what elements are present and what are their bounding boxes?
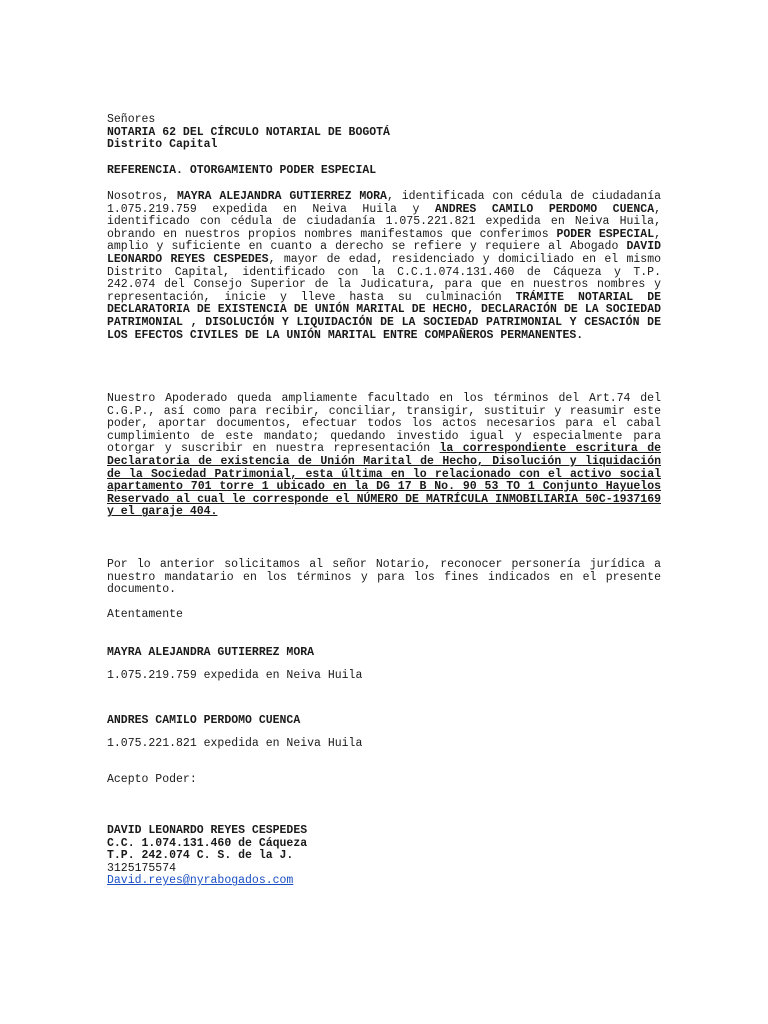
attorney-name-inline: DAVID LEONARDO REYES CESPEDES — [107, 240, 661, 266]
paragraph-grant: Nosotros, MAYRA ALEJANDRA GUTIERREZ MORA, identificada con cédula de ciudadanía 1.075.219.759 expedida en Neiva Huila y ANDRES CAMILO PERDOMO CUENCA, identificado con cédula de ciudadanía 1.075.221.821 expedida en Neiva Huila, obrando en nuestros propios nombres manifestamos que conferimos PODER ESPECIAL, amplio y suficiente en cuanto a derecho se refiere y requiere al Abogado DAVID LEONARDO REYES CESPEDES, mayor de edad, residenciado y domiciliado en el mismo Distrito Capital, identificado con la C.C.1.074.131.460 de Cáqueza y T.P. 242.074 del Consejo Superior de la Judicatura, para que en nuestros nombres y representación, inicie y lleve hasta su culminación TRÁMITE NOTARIAL DE DECLARATORIA DE EXISTENCIA DE UNIÓN MARITAL DE HECHO, DECLARACIÓN DE LA SOCIEDAD PATRIMONIAL , DISOLUCIÓN Y LIQUIDACIÓN DE LA SOCIEDAD PATRIMONIAL Y CESACIÓN DE LOS EFECTOS CIVILES DE LA UNIÓN MARITAL ENTRE COMPAÑEROS PERMANENTES. — [107, 190, 662, 342]
attorney-tp: T.P. 242.074 C. S. de la J. — [107, 849, 294, 863]
addressee-block — [107, 114, 661, 152]
notary-name: NOTARIA 62 DEL CÍRCULO NOTARIAL DE BOGOTÁ — [107, 125, 390, 139]
procedure-description: TRÁMITE NOTARIAL DE DECLARATORIA DE EXISTENCIA DE UNIÓN MARITAL DE HECHO, DECLARACIÓN DE LA SOCIEDAD PATRIMONIAL , DISOLUCIÓN Y LIQUIDACIÓN DE LA SOCIEDAD PATRIMONIAL Y CESACIÓN DE LOS EFECTOS CIVILES DE LA UNIÓN MARITAL ENTRE COMPAÑEROS PERMANENTES. — [107, 290, 662, 342]
signer-1-id: 1.075.219.759 expedida en Neiva Huila — [107, 669, 363, 682]
closing: Atentamente — [107, 608, 183, 621]
deed-description: la correspondiente escritura de Declaratoria de existencia de Unión Marital de Hecho, Disolución y liquidación de la Sociedad Patrimonial, esta última en lo relacionado con el activo social apartamento 701 torre 1 ubicado en la DG 17 B No. 90 53 TO 1 Conjunto Hayuelos Reservado al cual le corresponde el NÚMERO DE MATRÍCULA INMOBILIARIA 50C-1937169 y el garaje 404. — [107, 442, 662, 519]
attorney-name: DAVID LEONARDO REYES CESPEDES — [107, 824, 308, 837]
grantor-2-name: ANDRES CAMILO PERDOMO CUENCA — [434, 202, 655, 216]
reference-line: REFERENCIA. OTORGAMIENTO PODER ESPECIAL — [107, 164, 377, 177]
paragraph-request: Por lo anterior solicitamos al señor Notario, reconocer personería jurídica a nuestro mandatario en los términos y para los fines indicados en el presente documento. — [107, 558, 661, 597]
grantor-1-name: MAYRA ALEJANDRA GUTIERREZ MORA — [177, 190, 387, 203]
signer-2-name: ANDRES CAMILO PERDOMO CUENCA — [107, 714, 301, 727]
accept-label: Acepto Poder: — [107, 773, 197, 786]
attorney-phone: 3125175574 — [107, 861, 177, 875]
attorney-block — [107, 825, 661, 888]
attorney-email-link[interactable]: David.reyes@nyrabogados.com — [107, 874, 294, 888]
signer-1-name: MAYRA ALEJANDRA GUTIERREZ MORA — [107, 646, 315, 659]
district: Distrito Capital — [107, 138, 218, 152]
salutation: Señores — [107, 113, 156, 126]
attorney-cc: C.C. 1.074.131.460 de Cáqueza — [107, 836, 308, 850]
paragraph-faculties: Nuestro Apoderado queda ampliamente facultado en los términos del Art.74 del C.G.P., así como para recibir, conciliar, transigir, sustituir y reasumir este poder, aportar documentos, efectuar todos los actos necesarios para el cabal cumplimiento de este mandato; quedando investido igual y especialmente para otorgar y suscribir en nuestra representación la correspondiente escritura de Declaratoria de existencia de Unión Marital de Hecho, Disolución y liquidación de la Sociedad Patrimonial, esta última en lo relacionado con el activo social apartamento 701 torre 1 ubicado en la DG 17 B No. 90 53 TO 1 Conjunto Hayuelos Reservado al cual le corresponde el NÚMERO DE MATRÍCULA INMOBILIARIA 50C-1937169 y el garaje 404. — [107, 392, 662, 519]
signer-2-id: 1.075.221.821 expedida en Neiva Huila — [107, 737, 363, 750]
power-type: PODER ESPECIAL — [556, 227, 655, 241]
